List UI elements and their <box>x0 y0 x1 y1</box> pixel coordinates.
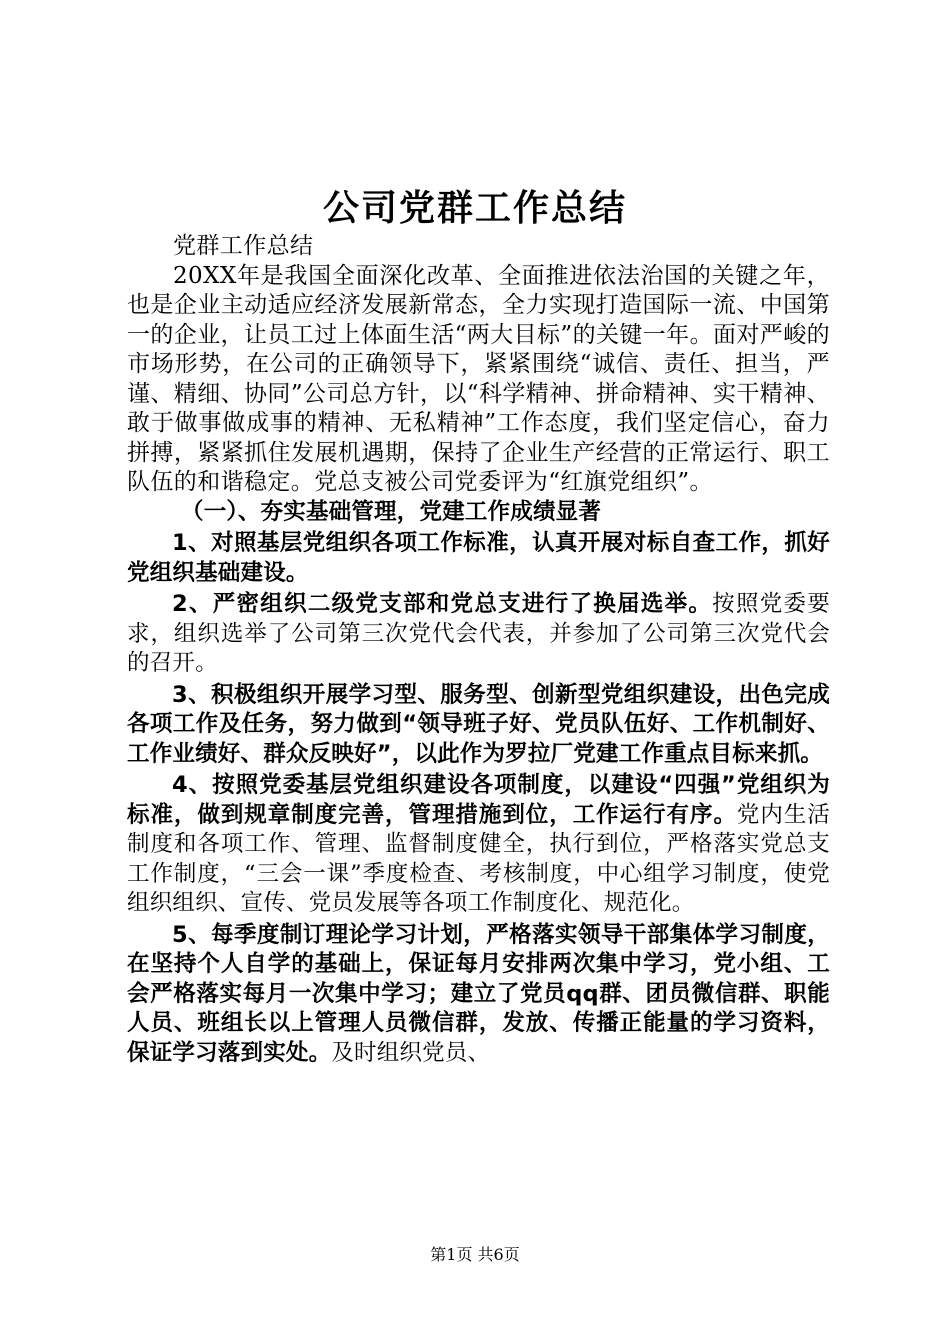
item-2-bold: 2、严密组织二级党支部和党总支进行了换届选举。 <box>172 591 713 617</box>
intro-paragraph: 20XX年是我国全面深化改革、全面推进依法治国的关键之年，也是企业主动适应经济发展新常态，全力实现打造国际一流、中国第一的企业，让员工过上体面生活“两大目标”的关键一年。面对严峻的市场形势，在公司的正确领导下，紧紧围绕“诚信、责任、担当，严谨、精细、协同”公司总方针，以“科学精神、拼命精神、实干精神、敢于做事做成事的精神、无私精神”工作态度，我们坚定信心，奋力拼搏，紧紧抓住发展机遇期，保持了企业生产经营的正常运行、职工队伍的和谐稳定。党总支被公司党委评为“红旗党组织”。 <box>127 262 830 495</box>
document-body <box>127 232 830 1068</box>
item-5-bold: 5、每季度制订理论学习计划，严格落实领导干部集体学习制度，在坚持个人自学的基础上，保证每月安排两次集中学习，党小组、工会严格落实每月一次集中学习；建立了党员qq群、团员微信群、职能人员、班组长以上管理人员微信群，发放、传播正能量的学习资料，保证学习落到实处。 <box>127 921 830 1066</box>
item-2-normal: 按照党委要求，组织选举了公司第三次党代会代表，并参加了公司第三次党代会的召开。 <box>127 591 830 676</box>
item-4 <box>127 771 830 919</box>
item-4-bold: 4、按照党委基层党组织建设各项制度，以建设“四强”党组织为标准，做到规章制度完善，管理措施到位，工作运行有序。 <box>127 772 830 828</box>
item-5-normal: 及时组织党员、 <box>331 1039 491 1066</box>
item-4-normal: 党内生活制度和各项工作、管理、监督制度健全，执行到位，严格落实党总支工作制度，“三会一课”季度检查、考核制度，中心组学习制度，使党组织组织、宣传、党员发展等各项工作制度化、规范化。 <box>127 801 830 916</box>
item-1: 1、对照基层党组织各项工作标准，认真开展对标自查工作，抓好党组织基础建设。 <box>127 530 830 586</box>
item-3: 3、积极组织开展学习型、服务型、创新型党组织建设，出色完成各项工作及任务，努力做到“领导班子好、党员队伍好、工作机制好、工作业绩好、群众反映好”，以此作为罗拉厂党建工作重点目标来抓。 <box>127 681 830 767</box>
document-title: 公司党群工作总结 <box>322 187 627 229</box>
item-2 <box>127 590 830 679</box>
page-footer: 第1页 共6页 <box>430 1245 520 1264</box>
section-heading: （一）、夯实基础管理，党建工作成绩显著 <box>181 498 602 525</box>
item-5 <box>127 921 830 1069</box>
subtitle: 党群工作总结 <box>173 233 314 259</box>
